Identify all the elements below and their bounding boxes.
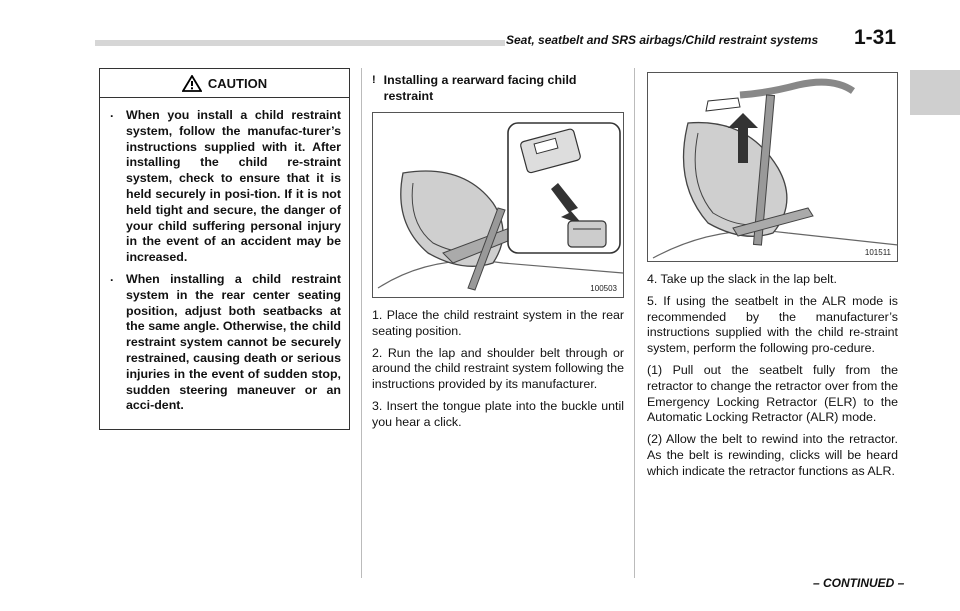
section-heading-text: Installing a rearward facing child restraint: [383, 73, 577, 103]
step-paragraph: 5. If using the seatbelt in the ALR mode is recommended by the manufacturer’s instructions supplied with the child re-straint system, perform the following pro-cedure.: [647, 293, 898, 356]
section-title: Seat, seatbelt and SRS airbags/Child restraint systems: [506, 33, 819, 47]
section-marker: !: [372, 74, 376, 86]
caution-box: [99, 68, 350, 430]
step-paragraph: 4. Take up the slack in the lap belt.: [647, 272, 837, 286]
step-paragraph: 3. Insert the tongue plate into the buckle until you hear a click.: [372, 398, 624, 429]
caution-header: [100, 69, 349, 98]
child-seat-buckle-illustration: [373, 113, 624, 298]
step-paragraph: 2. Run the lap and shoulder belt through or around the child restraint system following the instructions provided by its manufacturer.: [372, 345, 624, 392]
column-divider: [361, 68, 362, 578]
figure-code: 101511: [864, 248, 891, 257]
caution-item: . When installing a child restraint system in the rear center seating position, adjust both seatbacks at the same angle. Otherwise, the child restraint system cannot be securely restrained, causing death or serious injuries in the event of sudden stop, sudden steering maneuver or an acci-dent.: [108, 272, 341, 414]
caution-list: [108, 108, 341, 414]
figure-code: 100503: [590, 284, 617, 293]
step-paragraph: (1) Pull out the seatbelt fully from the retractor to change the retractor over from the Emergency Locking Retractor (ELR) to the Automatic Locking Retractor (ALR) mode.: [647, 362, 898, 425]
chapter-tab: [910, 70, 960, 115]
caution-item: . When you install a child restraint system, follow the manufac-turer’s instructions supplied with it. After installing the child re-straint system, check to ensure that it is held securely in posi-tion. If it is not held tight and secure, the danger of your child suffering personal injury in the event of an accident may be increased.: [108, 108, 341, 266]
step-paragraph: 1. Place the child restraint system in the rear seating position.: [372, 308, 624, 338]
column-three: [647, 72, 898, 486]
column-two: [372, 72, 624, 437]
continued-label: – CONTINUED –: [813, 576, 905, 590]
step-paragraph: (2) Allow the belt to rewind into the retractor. As the belt is rewinding, clicks will be heard which indicate the retractor functions as ALR.: [647, 432, 898, 478]
header-rule: [95, 40, 505, 46]
section-heading: [372, 72, 624, 104]
seatbelt-pull-illustration: [648, 73, 898, 262]
page-number: 1-31: [854, 26, 897, 49]
warning-triangle-icon: [182, 75, 202, 92]
caution-title: CAUTION: [207, 75, 268, 91]
steps-list: [372, 308, 624, 431]
steps-list: [647, 272, 898, 480]
column-divider: [634, 68, 635, 578]
figure-buckle-insert: [372, 112, 624, 298]
figure-belt-slack: [647, 72, 898, 262]
